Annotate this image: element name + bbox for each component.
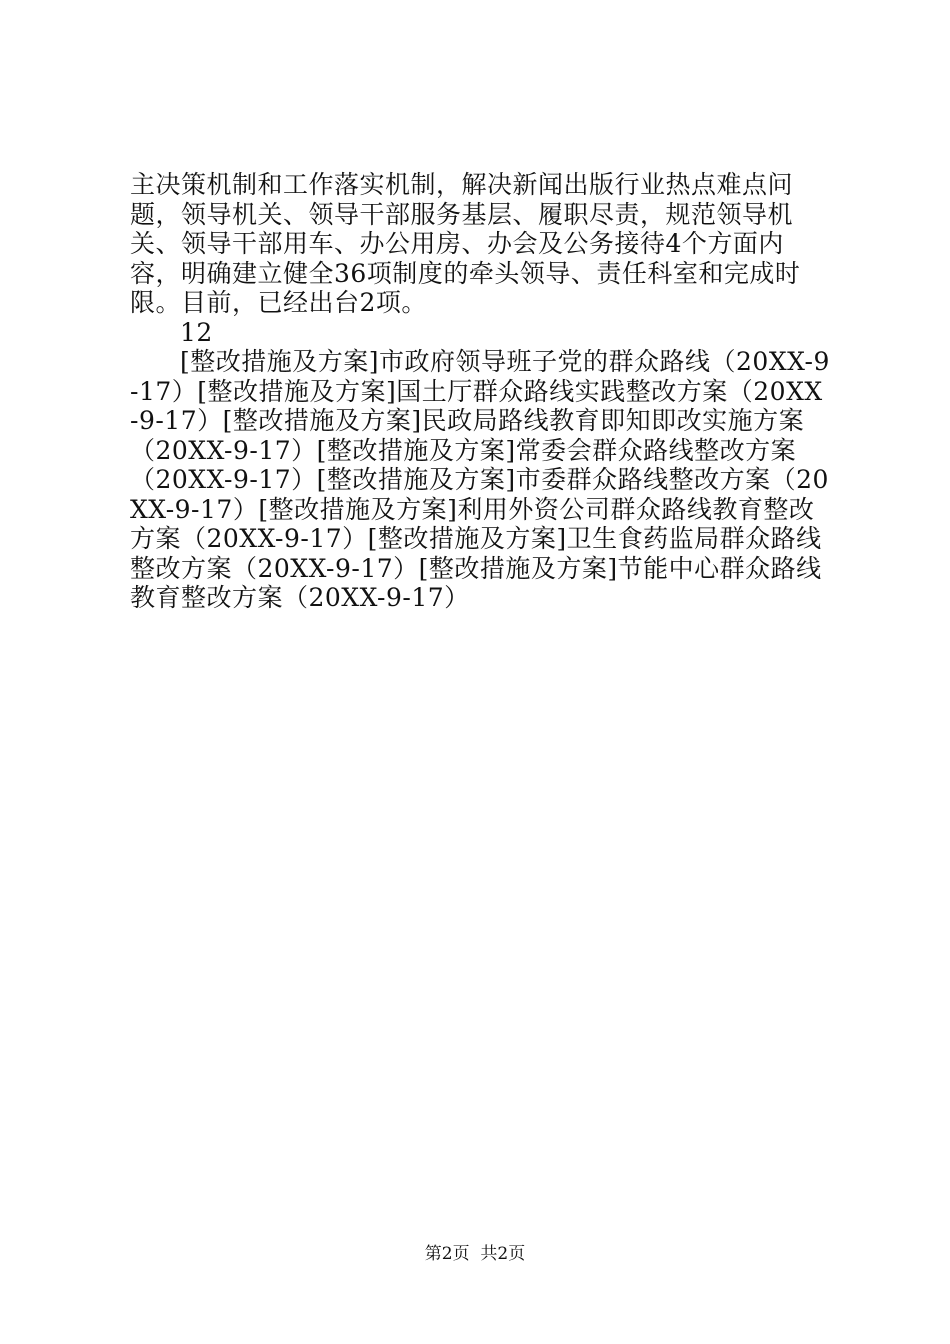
paragraph-continuation: 主决策机制和工作落实机制，解决新闻出版行业热点难点问题，领导机关、领导干部服务基层、履职尽责，规范领导机关、领导干部用车、办公用房、办会及公务接待4个方面内容，明确建立健全36项制度的牵头领导、责任科室和完成时限。目前，已经出台2项。 <box>130 170 801 317</box>
page-number-label: 第2页 共2页 <box>424 1244 526 1264</box>
paragraph-related-links: [整改措施及方案]市政府领导班子党的群众路线（20XX-9-17）[整改措施及方案]国土厅群众路线实践整改方案（20XX-9-17）[整改措施及方案]民政局路线教育即知即改实施方案（20XX-9-17）[整改措施及方案]常委会群众路线整改方案（20XX-9-17）[整改措施及方案]市委群众路线整改方案（20XX-9-17）[整改措施及方案]利用外资公司群众路线教育整改方案（20XX-9-17）[整改措施及方案]卫生食药监局群众路线整改方案（20XX-9-17）[整改措施及方案]节能中心群众路线教育整改方案（20XX-9-17） <box>130 347 830 612</box>
page-footer <box>0 1243 950 1265</box>
document-body <box>130 170 830 613</box>
paragraph-number: 12 <box>180 317 213 347</box>
